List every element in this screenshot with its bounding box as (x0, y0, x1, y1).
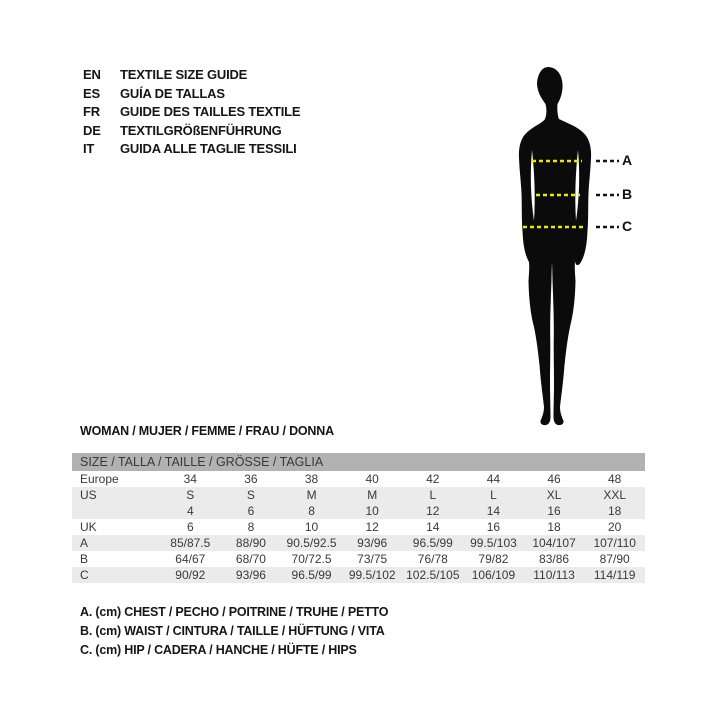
size-row-label: Europe (80, 472, 119, 486)
size-cell: 68/70 (235, 552, 266, 566)
language-row (83, 85, 300, 104)
size-cell: 20 (608, 520, 622, 534)
size-cell: L (490, 488, 497, 502)
language-code: ES (83, 85, 100, 101)
size-cell: 96.5/99 (412, 536, 453, 550)
size-cell: 79/82 (478, 552, 509, 566)
size-cell: XL (546, 488, 562, 502)
size-cell: 18 (547, 520, 561, 534)
language-row (83, 103, 300, 122)
size-cell: 106/109 (471, 568, 516, 582)
language-code: EN (83, 67, 101, 82)
language-label: TEXTILE SIZE GUIDE (120, 67, 248, 82)
size-cell: 48 (608, 472, 622, 486)
legend-line: C. (cm) HIP / CADERA / HANCHE / HÜFTE / HIPS (80, 643, 357, 657)
size-cell: 99.5/103 (470, 536, 517, 550)
size-cell: 44 (486, 472, 501, 486)
size-table-row (72, 471, 645, 487)
size-cell: 88/90 (235, 536, 266, 550)
language-row (83, 140, 300, 159)
size-cell: 110/113 (533, 568, 575, 582)
woman-silhouette-figure (490, 55, 650, 435)
size-cell: 76/78 (417, 552, 448, 566)
legend-line: A. (cm) CHEST / PECHO / POITRINE / TRUHE / PETTO (80, 605, 389, 619)
size-cell: 16 (486, 520, 501, 534)
marker-label-chest: A (622, 152, 633, 168)
section-title-woman: WOMAN / MUJER / FEMME / FRAU / DONNA (80, 424, 334, 438)
language-label: GUIDA ALLE TAGLIE TESSILI (120, 141, 297, 156)
size-cell: S (246, 488, 255, 502)
size-cell: S (186, 488, 195, 502)
size-row-label: A (80, 536, 89, 550)
size-cell: 90/92 (175, 568, 206, 582)
size-cell: 46 (547, 472, 561, 486)
size-table-row (72, 503, 645, 519)
size-table-body (72, 471, 645, 583)
size-cell: 96.5/99 (291, 568, 332, 582)
language-label: TEXTILGRÖßENFÜHRUNG (120, 122, 282, 138)
language-label: GUÍA DE TALLAS (120, 85, 225, 101)
size-cell: 14 (426, 520, 440, 534)
woman-silhouette (519, 67, 591, 425)
size-cell: 93/96 (235, 568, 266, 582)
size-cell: 99.5/102 (348, 568, 396, 582)
size-table (72, 453, 645, 583)
measurement-legend (80, 603, 388, 660)
size-row-label: B (80, 552, 89, 566)
size-cell: 40 (365, 472, 379, 486)
size-cell: L (429, 488, 437, 502)
size-table-row (72, 567, 645, 583)
size-cell: 93/96 (357, 536, 388, 550)
language-code: FR (83, 104, 100, 119)
size-cell: 8 (308, 504, 315, 518)
size-row-label: US (80, 488, 97, 502)
language-row (83, 66, 300, 85)
size-row-label: C (80, 568, 89, 582)
size-cell: 73/75 (357, 552, 388, 566)
size-cell: 34 (183, 472, 197, 486)
size-table-row (72, 551, 645, 567)
size-table-row (72, 487, 645, 503)
marker-label-waist: B (622, 186, 633, 202)
marker-label-hip: C (622, 218, 633, 234)
size-cell: XXL (603, 488, 627, 502)
size-row-label: UK (80, 520, 97, 534)
size-cell: 12 (426, 504, 440, 518)
size-cell: 107/110 (593, 536, 636, 550)
language-code: IT (83, 141, 95, 156)
size-cell: 38 (304, 472, 319, 486)
size-cell: M (306, 488, 317, 502)
size-table-header: SIZE / TALLA / TAILLE / GRÖSSE / TAGLIA (72, 453, 645, 471)
size-cell: 12 (365, 520, 379, 534)
language-row (83, 122, 300, 141)
size-cell: 36 (244, 472, 258, 486)
size-cell: 102.5/105 (406, 568, 460, 582)
size-cell: 6 (247, 504, 255, 518)
size-cell: 64/67 (175, 552, 206, 566)
size-cell: 8 (247, 520, 255, 534)
size-table-row (72, 535, 645, 551)
size-cell: 4 (186, 504, 194, 518)
size-row-label (72, 503, 160, 519)
size-cell: 42 (426, 472, 440, 486)
size-cell: 14 (486, 504, 501, 518)
size-cell: 90.5/92.5 (286, 536, 337, 550)
size-cell: M (367, 488, 378, 502)
size-cell: 87/90 (599, 552, 630, 566)
language-label: GUIDE DES TAILLES TEXTILE (120, 104, 301, 119)
size-cell: 10 (304, 520, 319, 534)
size-cell: 104/107 (532, 536, 576, 550)
size-cell: 85/87.5 (170, 536, 211, 550)
size-cell: 10 (365, 504, 379, 518)
size-cell: 6 (186, 520, 194, 534)
size-cell: 18 (608, 504, 622, 518)
size-cell: 83/86 (539, 552, 570, 566)
legend-line: B. (cm) WAIST / CINTURA / TAILLE / HÜFTUNG / VITA (80, 624, 385, 638)
language-guide-list (83, 66, 300, 159)
size-cell: 114/119 (593, 568, 636, 582)
size-cell: 16 (547, 504, 561, 518)
size-table-row (72, 519, 645, 535)
size-cell: 70/72.5 (291, 552, 332, 566)
language-code: DE (83, 122, 101, 138)
